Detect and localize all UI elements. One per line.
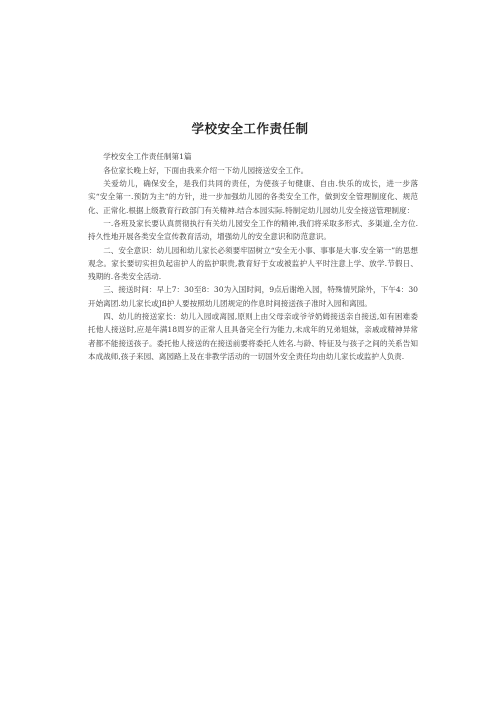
paragraph-intro: 关爱幼儿，确保安全，是我们共同的责任，为使孩子旬健康、自由.快乐的成长，进一步落实“安全第一.预防为主“的方针，进一步加强幼儿园的各类安全工作，做到安全管理制度化、规范化、正常化.根据上级教育行政部门有关精神.结合本园实际.特制定幼儿园幼儿安全接送管理制度： bbox=[88, 179, 418, 215]
paragraph-rule-3: 三、接送时间：早上7：30至8：30为入国时间，9点后谢绝入园，特殊情旯除外，下午4：30开始离团.幼儿家长或Jfl护人要按照幼儿团规定的作息时间接送孩子准时入园和离园。 bbox=[88, 285, 418, 308]
document-title: 学校安全工作责任制 bbox=[191, 121, 309, 136]
paragraph-rule-4: 四、幼儿的接送家长：幼儿入园或离园,原则上由父母亲或爷爷奶姆接送亲自接送,如有困难委托他人接送时,应是年满18周岁的正常人且具备完全行为能力,未成年的兄弟姐妹，亲戚或精神异常者都不能接送孩子。委托他人接送的在接送前要将委托人姓名.与龄、特征及与孩子之间的关系告知本成战师,孩子来园、离园路上及在非教学活动的一切国外安全责任均由幼儿家长或监护人负责. bbox=[88, 312, 418, 361]
document-body bbox=[88, 150, 418, 363]
paragraph-greeting: 各位家长晚上好，下面由我来介绍一下幼儿园接送安全工作。 bbox=[103, 165, 309, 175]
paragraph-rule-2: 二、安全意识：幼儿园和幼儿家长必须要牢固树立“安全无小事、事事是大事.安全第一”的思想观念。家长要切实担负起宙护人的监护职贵,教育好于女或被监护人平时注意上学、放学.节假日、残期的.各类安全活动. bbox=[88, 245, 418, 282]
paragraph-rule-1: 一.各班及家长要认真贯彻执行有关幼儿园安全工作的精神,我们将采取多形式、多渠道,全方位.持久性地开展各类安全宣传教育活动，增强幼儿的安全意识和防范意识。 bbox=[88, 218, 418, 242]
section-heading: 学校安全工作责任制第1篇 bbox=[103, 152, 192, 161]
